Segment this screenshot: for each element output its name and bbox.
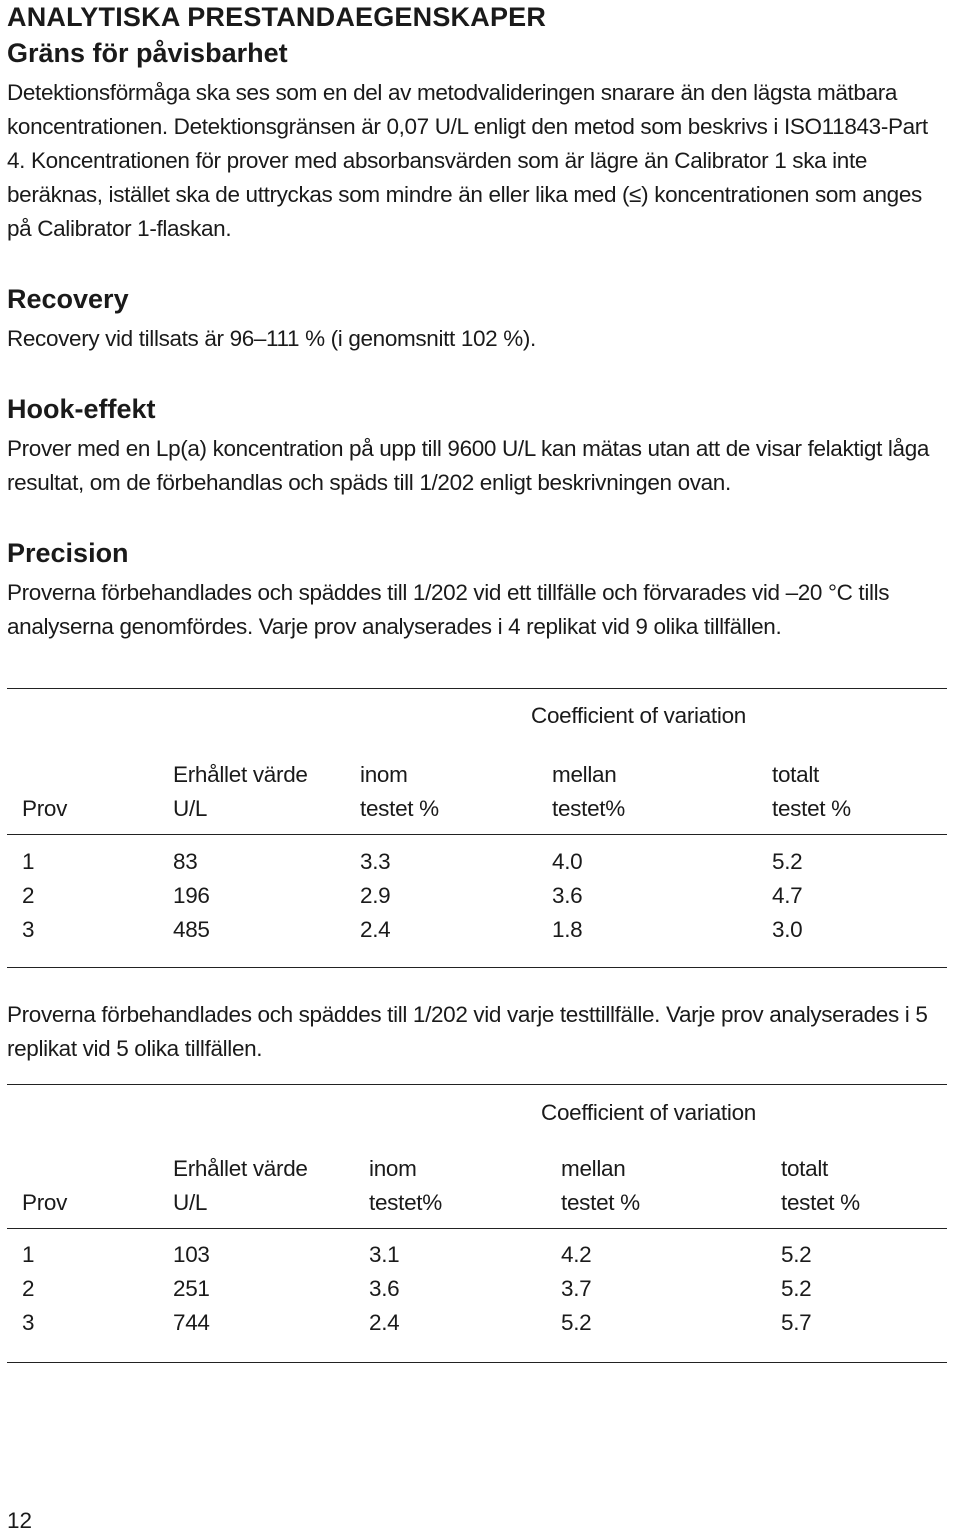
table-2-header-rule: [7, 1228, 947, 1229]
table-1-header-prov: Prov: [22, 796, 68, 821]
table-2-bottom-rule: [7, 1362, 947, 1363]
page-title: ANALYTISKA PRESTANDAEGENSKAPER: [7, 2, 547, 32]
precision-paragraph-2: Proverna förbehandlades och späddes till 1/202 vid varje testtillfälle. Varje prov analyserades i 5 replikat vid 5 olika tillfällen.: [7, 1002, 928, 1061]
table-2-cell-prov: 1: [22, 1242, 35, 1267]
hook-paragraph: Prover med en Lp(a) koncentration på upp till 9600 U/L kan mätas utan att de visar felaktigt låga resultat, om de förbehandlas och späds till 1/202 enligt beskrivningen ovan.: [7, 436, 930, 495]
table-1-header-within-line1: inom: [360, 762, 408, 787]
detection-heading: Gräns för påvisbarhet: [7, 38, 288, 68]
table-2-cell-total: 5.2: [781, 1276, 812, 1301]
table-1-cv-header: Coefficient of variation: [531, 703, 747, 728]
table-2-header-total-line1: totalt: [781, 1156, 828, 1181]
table-1-header-total-line1: totalt: [772, 762, 819, 787]
table-1-header-total-line2: testet %: [772, 796, 851, 821]
table-1-cell-prov: 1: [22, 849, 35, 874]
table-1-cell-between: 3.6: [552, 883, 583, 908]
table-2-cell-between: 5.2: [561, 1310, 592, 1335]
table-1-cell-value: 83: [173, 849, 198, 874]
table-2-header-between-line1: mellan: [561, 1156, 626, 1181]
table-2-cell-within: 2.4: [369, 1310, 400, 1335]
table-2-cell-prov: 2: [22, 1276, 35, 1301]
table-2-header-within-line2: testet%: [369, 1190, 442, 1215]
table-2-header-prov: Prov: [22, 1190, 68, 1215]
table-2-cell-total: 5.7: [781, 1310, 812, 1335]
table-2-header-between-line2: testet %: [561, 1190, 640, 1215]
precision-heading: Precision: [7, 538, 129, 568]
table-1-header-between-line2: testet%: [552, 796, 625, 821]
recovery-heading: Recovery: [7, 284, 129, 314]
table-1-cell-total: 5.2: [772, 849, 803, 874]
precision-paragraph: Proverna förbehandlades och späddes till 1/202 vid ett tillfälle och förvarades vid –20 °C tills analyserna genomfördes. Varje prov analyserades i 4 replikat vid 9 olika tillfällen.: [7, 580, 890, 639]
table-2-header-within-line1: inom: [369, 1156, 417, 1181]
table-1-top-rule: [7, 688, 947, 689]
table-1-cell-between: 4.0: [552, 849, 583, 874]
table-1-cell-within: 2.4: [360, 917, 391, 942]
table-1-cell-value: 196: [173, 883, 210, 908]
table-1-header-rule: [7, 834, 947, 835]
detection-paragraph: Detektionsförmåga ska ses som en del av metodvalideringen snarare än den lägsta mätbara koncentrationen. Detektionsgränsen är 0,07 U/L enligt den metod som beskrivs i ISO11843-Part 4. Koncentrationen för prover med absorbansvärden som är lägre än Calibrator 1 ska inte beräknas, istället ska de uttryckas som mindre än eller lika med (≤) koncentrationen som anges på Calibrator 1-flaskan.: [7, 80, 928, 241]
recovery-paragraph: Recovery vid tillsats är 96–111 % (i genomsnitt 102 %).: [7, 326, 536, 351]
table-1-header-value-line2: U/L: [173, 796, 208, 821]
table-2-cv-header: Coefficient of variation: [541, 1100, 757, 1125]
table-2-top-rule: [7, 1084, 947, 1085]
table-1-cell-total: 4.7: [772, 883, 803, 908]
table-1-cell-total: 3.0: [772, 917, 803, 942]
table-1-cell-prov: 2: [22, 883, 35, 908]
table-2-header-value-line1: Erhållet värde: [173, 1156, 308, 1181]
table-2-cell-total: 5.2: [781, 1242, 812, 1267]
table-2-cell-between: 3.7: [561, 1276, 592, 1301]
table-1-cell-value: 485: [173, 917, 210, 942]
table-2-cell-value: 251: [173, 1276, 210, 1301]
table-2-header-total-line2: testet %: [781, 1190, 860, 1215]
table-2-cell-within: 3.6: [369, 1276, 400, 1301]
table-2-cell-prov: 3: [22, 1310, 35, 1335]
table-1-cell-within: 2.9: [360, 883, 391, 908]
table-1-header-between-line1: mellan: [552, 762, 617, 787]
table-1-cell-prov: 3: [22, 917, 35, 942]
table-2-cell-between: 4.2: [561, 1242, 592, 1267]
table-2-cell-within: 3.1: [369, 1242, 400, 1267]
table-2-cell-value: 744: [173, 1310, 210, 1335]
table-2-cell-value: 103: [173, 1242, 210, 1267]
table-1-header-value-line1: Erhållet värde: [173, 762, 308, 787]
table-2-header-value-line2: U/L: [173, 1190, 208, 1215]
hook-heading: Hook-effekt: [7, 394, 156, 424]
table-1-bottom-rule: [7, 967, 947, 968]
table-1-cell-between: 1.8: [552, 917, 583, 942]
page-number: 12: [7, 1508, 33, 1533]
table-1-cell-within: 3.3: [360, 849, 391, 874]
table-1-header-within-line2: testet %: [360, 796, 439, 821]
